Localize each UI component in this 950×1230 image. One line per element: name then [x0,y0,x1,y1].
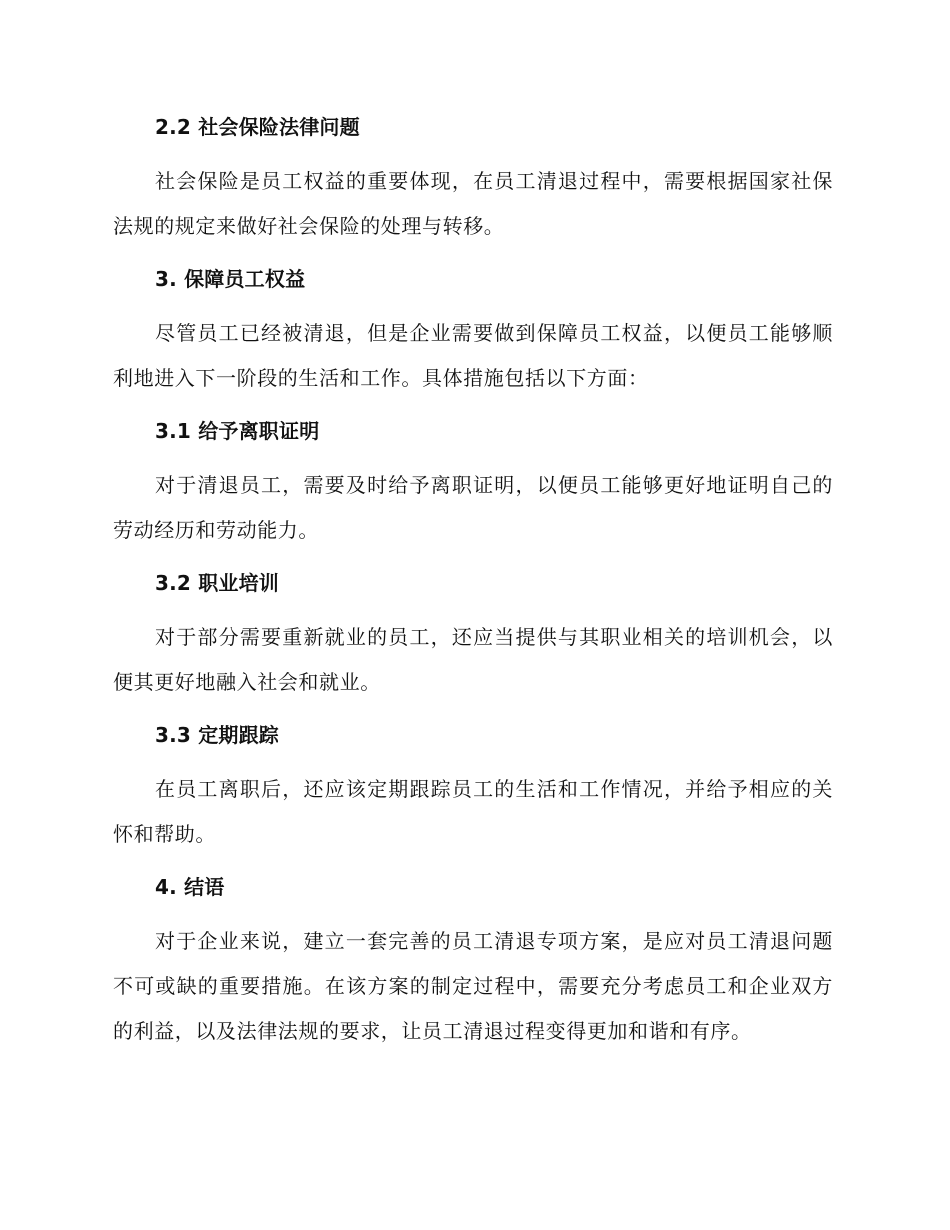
section-heading-4: 4. 结语 [155,875,225,899]
section-heading-2-2: 2.2 社会保险法律问题 [155,115,360,139]
section-paragraph-3-3: 在员工离职后，还应该定期跟踪员工的生活和工作情况，并给予相应的关怀和帮助。 [113,777,833,846]
section-paragraph-3-1: 对于清退员工，需要及时给予离职证明，以便员工能够更好地证明自己的劳动经历和劳动能力。 [113,473,833,542]
section-heading-3-1: 3.1 给予离职证明 [155,419,320,443]
section-paragraph-4: 对于企业来说，建立一套完善的员工清退专项方案，是应对员工清退问题不可或缺的重要措施。在该方案的制定过程中，需要充分考虑员工和企业双方的利益，以及法律法规的要求，让员工清退过程变得更加和谐和有序。 [113,929,833,1043]
section-paragraph-3-2: 对于部分需要重新就业的员工，还应当提供与其职业相关的培训机会，以便其更好地融入社会和就业。 [113,625,833,694]
section-paragraph-3: 尽管员工已经被清退，但是企业需要做到保障员工权益，以便员工能够顺利地进入下一阶段的生活和工作。具体措施包括以下方面： [113,321,833,390]
section-heading-3-3: 3.3 定期跟踪 [155,723,279,747]
section-paragraph-2-2: 社会保险是员工权益的重要体现，在员工清退过程中，需要根据国家社保法规的规定来做好社会保险的处理与转移。 [113,169,833,238]
section-heading-3: 3. 保障员工权益 [155,267,306,291]
section-heading-3-2: 3.2 职业培训 [155,571,279,595]
